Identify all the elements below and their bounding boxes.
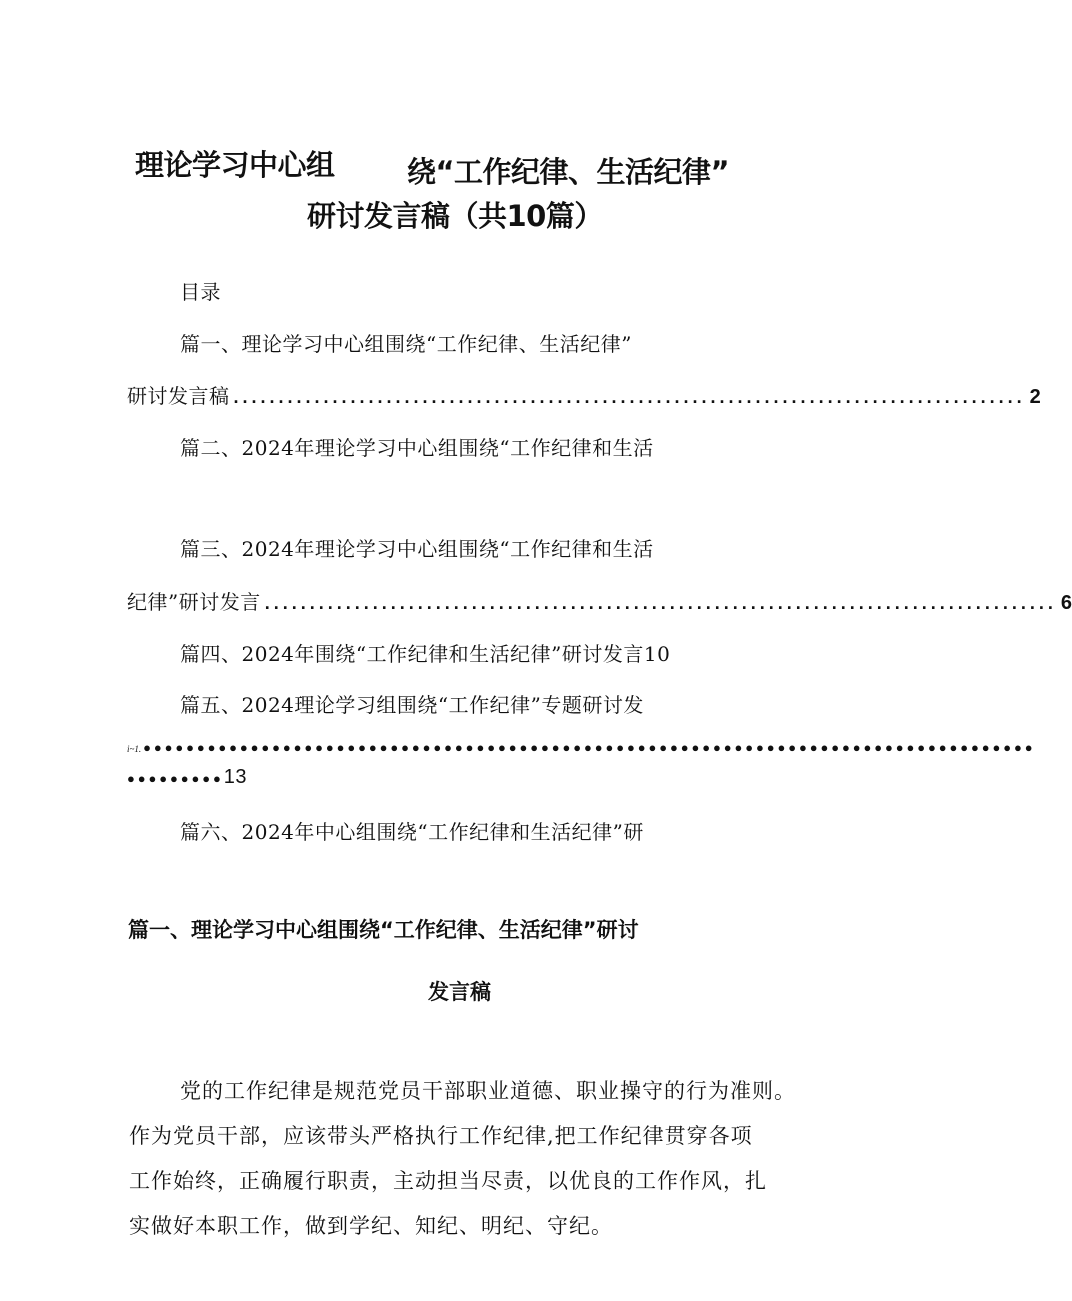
toc-heading: 目录 bbox=[180, 280, 221, 304]
toc-entry-3-text: 纪律”研讨发言 bbox=[127, 590, 261, 614]
leader-dots: ........................................................................................ bbox=[264, 593, 1057, 613]
toc-entry-1-line2[interactable] bbox=[127, 380, 1042, 409]
toc-entry-1-page: 2 bbox=[1029, 386, 1042, 408]
toc-entry-2-line1[interactable]: 篇二、2024年理论学习中心组围绕“工作纪律和生活 bbox=[180, 436, 654, 460]
section-heading-line2: 发言稿 bbox=[428, 980, 491, 1004]
toc-entry-5-leader-row2 bbox=[127, 766, 247, 789]
toc-entry-1-line1[interactable]: 篇一、理论学习中心组围绕“工作纪律、生活纪律” bbox=[180, 332, 632, 356]
paragraph-line-3: 工作始终，正确履行职责，主动担当尽责，以优良的工作作风，扎 bbox=[129, 1169, 767, 1193]
toc-entry-1-text: 研讨发言稿 bbox=[127, 384, 230, 408]
toc-entry-3-line1[interactable]: 篇三、2024年理论学习中心组围绕“工作纪律和生活 bbox=[180, 537, 654, 561]
toc-entry-4-line1[interactable]: 篇四、2024年围绕“工作纪律和生活纪律”研讨发言10 bbox=[180, 642, 671, 666]
leader-dots: ........................................................................................ bbox=[233, 387, 1026, 407]
toc-entry-5-mark: i~1. bbox=[127, 744, 142, 754]
toc-entry-3-page: 6 bbox=[1060, 592, 1072, 614]
title-line1-left: 理论学习中心组 bbox=[135, 148, 335, 182]
title-line1-right: 绕“工作纪律、生活纪律” bbox=[407, 155, 730, 189]
toc-entry-5-leader-row1 bbox=[127, 740, 1036, 755]
paragraph-line-1: 党的工作纪律是规范党员干部职业道德、职业操守的行为准则。 bbox=[180, 1079, 796, 1103]
title-line2: 研讨发言稿（共10篇） bbox=[307, 199, 603, 233]
paragraph-line-4: 实做好本职工作，做到学纪、知纪、明纪、守纪。 bbox=[129, 1214, 613, 1238]
leader-bullets: ●●●●●●●●● bbox=[127, 771, 224, 786]
toc-entry-3-line2[interactable] bbox=[127, 586, 1072, 615]
toc-entry-6-line1[interactable]: 篇六、2024年中心组围绕“工作纪律和生活纪律”研 bbox=[180, 820, 644, 844]
section-heading-line1: 篇一、理论学习中心组围绕“工作纪律、生活纪律”研讨 bbox=[128, 918, 639, 942]
toc-entry-5-page: 13 bbox=[223, 766, 248, 788]
toc-entry-5-line1[interactable]: 篇五、2024理论学习组围绕“工作纪律”专题研讨发 bbox=[180, 693, 644, 717]
paragraph-line-2: 作为党员干部，应该带头严格执行工作纪律,把工作纪律贯穿各项 bbox=[129, 1124, 753, 1148]
leader-bullets: ●●●●●●●●●●●●●●●●●●●●●●●●●●●●●●●●●●●●●●●●●●●●●●●●●●●●●●●●●●●●●●●●●●●●●●●●●●●●●●●●●●● bbox=[143, 740, 1036, 755]
